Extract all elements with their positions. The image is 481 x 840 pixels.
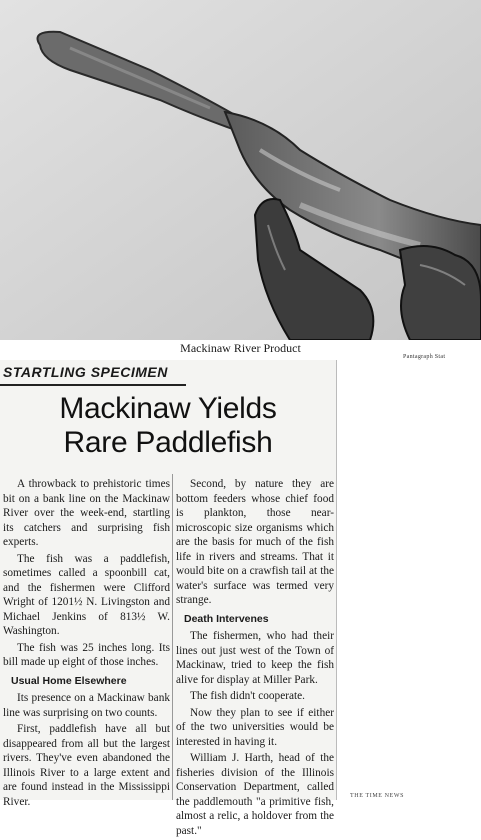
blank-area (336, 360, 481, 800)
article-column-2 (176, 477, 334, 840)
column-rule (172, 474, 173, 800)
paragraph: First, paddlefish have all but disappeared from all but the largest rivers. They've even abandoned the Illinois River to a large extent and are found instead in the Mississippi River. (3, 723, 170, 808)
paragraph: The fish was 25 inches long. Its bill made up eight of those inches. (3, 641, 170, 668)
paragraph: A throwback to prehistoric times bit on a bank line on the Mackinaw River over the week-end, startling its catchers and surprising fish experts. (3, 478, 170, 548)
paragraph: Second, by nature they are bottom feeders whose chief food is plankton, those near-microscopic size organisms which are the basis for much of the fish life in rivers and streams. That it would bite on a crawfish tail at the water's surface was termed very strange. (176, 478, 334, 606)
photo-credit: Pantagraph Stat (403, 354, 446, 360)
paragraph: The fishermen, who had their lines out just west of the Town of Mackinaw, tried to keep the fish alive for display at Miller Park. (176, 630, 334, 686)
paddlefish-illustration (0, 0, 481, 340)
clipping-edge (336, 360, 337, 800)
paragraph: The fish didn't cooperate. (190, 690, 305, 702)
footer-fragment: THE TIME NEWS (350, 793, 405, 799)
subheading: Usual Home Elsewhere (11, 674, 127, 687)
headline-line-1: Mackinaw Yields (59, 392, 277, 425)
kicker-underline (0, 384, 186, 386)
headline-line-2: Rare Paddlefish (63, 426, 273, 459)
subheading: Death Intervenes (184, 612, 269, 625)
photo-caption: Mackinaw River Product (180, 341, 301, 355)
paragraph: Now they plan to see if either of the two universities would be interested in having it. (176, 706, 334, 748)
paragraph: The fish was a paddlefish, sometimes called a spoonbill cat, and the fishermen were Clifford Wright of 1201½ N. Livingston and Michael Jenkins of 813½ W. Washington. (3, 552, 170, 637)
photo (0, 0, 481, 340)
paragraph: Its presence on a Mackinaw bank line was surprising on two counts. (3, 692, 170, 719)
article-kicker: STARTLING SPECIMEN (3, 364, 168, 380)
paragraph: William J. Harth, head of the fisheries division of the Illinois Conservation Department, called the paddlemouth "a primitive fish, almost a relic, a holdover from the past." (176, 752, 334, 837)
article-column-1 (3, 477, 170, 811)
